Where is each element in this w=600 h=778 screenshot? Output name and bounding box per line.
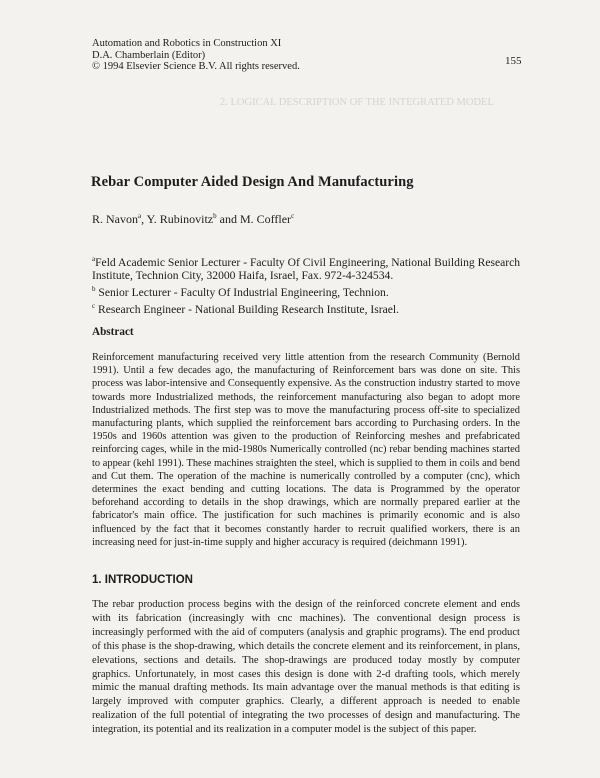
affiliation-a-text: Feld Academic Senior Lecturer - Faculty Of Civil Engineering, National Building Research Institute, Technion City, 32000 Haifa, Israel, Fax. 972-4-324534. [92,255,521,283]
introduction-heading: 1. INTRODUCTION [92,574,193,586]
affiliation-c-mark: c [92,301,96,310]
header-line-2: D.A. Chamberlain (Editor) [92,49,206,61]
paper-title: Rebar Computer Aided Design And Manufacturing [91,174,414,190]
affiliation-c-text: Research Engineer - National Building Research Institute, Israel. [95,302,400,316]
introduction-paragraph: The rebar production process begins with the design of the reinforced concrete element and ends with its fabrication (increasingly with cnc machines). The conventional design process is increasingly performed with the aid of computers (analysis and graphic programs). The end product of this phase is the shop-drawing, which details the concrete element and its reinforcement, in plans, elevations, sections and details. The shop-drawings are produced today mostly by computer graphics. Unfortunately, in most cases this design is done with 2-d drafting tools, which merely mimic the manual drafting methods. Its main advantage over the manual methods is that editing is largely improved with computer graphics. Clearly, a different approach is needed to enable realization of the full potential of integrating the two processes of design and manufacturing. The integration, its potential and its realization in a computer model is the subject of this paper. [92,599,520,736]
author-sep-1: , Y. Rubinovitz [141,212,214,226]
page-number: 155 [505,55,522,67]
author-1: R. Navon [92,212,138,226]
affiliations [92,253,532,316]
bleed-through-heading: 2. LOGICAL DESCRIPTION OF THE INTEGRATED MODEL [220,97,494,108]
abstract-heading: Abstract [92,326,134,338]
abstract-body [92,351,520,549]
abstract-paragraph: Reinforcement manufacturing received very little attention from the research Community (Bernold 1991). Until a few decades ago, the manufacturing of Reinforcement bars was done on site. This process was labor-intensive and Consequently expensive. As the construction industry started to move towards more Industrialized methods, the reinforcement manufacturing also began to adopt more Industrialized methods. The first step was to move the manufacturing process off-site to specialized manufacturing plants, which supplied the reinforcement bars according to Purchasing orders. In the 1950s and 1960s attention was given to the production of Reinforcing meshes and prefabricated reinforcing cages, while in the mid-1980s Numerically controlled (nc) rebar bending machines started to appear (kehl 1991). These machines straighten the steel, which is supplied to them in coils and bend and Cut them. The operation of the machine is numerically controlled by a computer (cnc), which determines the exact bending and cutting locations. The data is Programmed by the operator beforehand according to details in the shop drawings, which are normally prepared earlier at the fabricator's main office. The justification for such machines is primarily economic and is also influenced by the fact that it becomes constantly harder to recruit qualified workers, there is an increasing need for just-in-time supply and higher accuracy is required (deichmann 1991). [92,352,520,548]
header-line-3: © 1994 Elsevier Science B.V. All rights reserved. [92,61,300,72]
introduction-body [92,598,520,737]
author-3-mark: c [291,212,295,220]
author-2-mark: b [213,212,217,220]
affiliation-b-text: Senior Lecturer - Faculty Of Industrial Engineering, Technion. [95,285,389,299]
affiliation-c [92,300,532,316]
author-sep-2: and M. Coffler [216,212,292,226]
journal-header [92,38,532,73]
author-line [92,212,294,227]
affiliation-a [92,253,532,283]
affiliation-a-mark: a [92,255,96,263]
affiliation-b [92,283,532,299]
author-1-mark: a [138,212,142,220]
affiliation-b-mark: b [92,285,96,294]
header-line-1: Automation and Robotics in Construction XI [92,38,282,49]
